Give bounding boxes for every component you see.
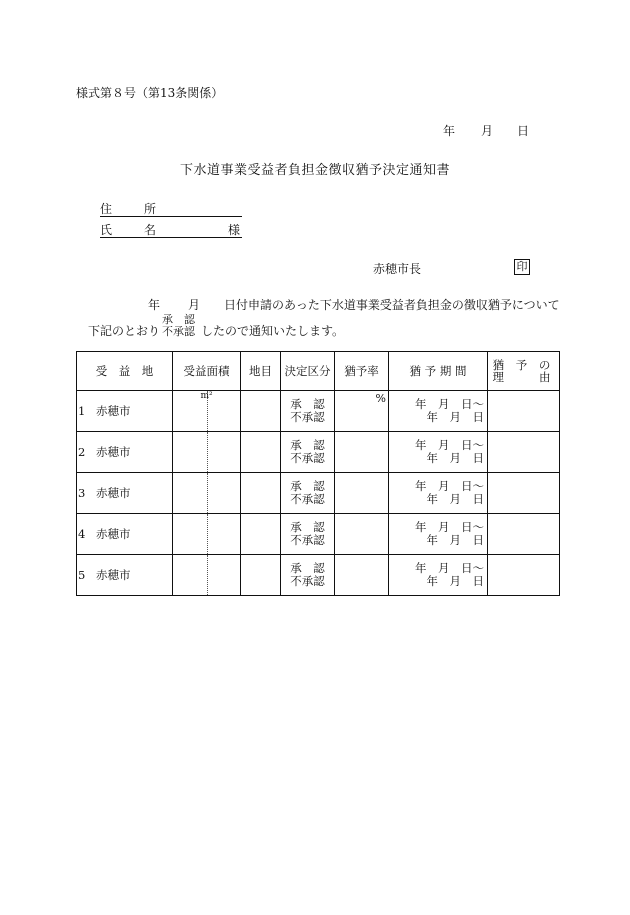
site-name: 赤穂市 xyxy=(96,568,131,582)
site-name: 赤穂市 xyxy=(96,527,131,541)
decision-approve: 承 認 xyxy=(290,397,325,411)
rate-cell[interactable] xyxy=(335,514,389,555)
site-cell xyxy=(77,514,173,555)
period-start: 年 月 日～ xyxy=(415,397,484,411)
decision-cell[interactable] xyxy=(281,473,335,514)
period-start: 年 月 日～ xyxy=(415,438,484,452)
body-line-2-suffix: したので通知いたします。 xyxy=(201,324,345,338)
header-reason xyxy=(488,352,560,391)
header-reason-line1: 猶 予 の xyxy=(492,358,555,372)
land-cell[interactable] xyxy=(241,473,281,514)
area-cell[interactable] xyxy=(173,391,241,432)
body-month: 月 xyxy=(188,298,201,312)
decision-cell[interactable] xyxy=(281,432,335,473)
table-row xyxy=(77,514,560,555)
table-row xyxy=(77,473,560,514)
header-reason-line2: 理 由 xyxy=(492,370,555,384)
date-day: 日 xyxy=(517,124,530,138)
area-cell[interactable] xyxy=(173,473,241,514)
table-row xyxy=(77,432,560,473)
period-cell[interactable] xyxy=(389,555,488,596)
body-year: 年 xyxy=(148,298,161,312)
decision-reject: 不承認 xyxy=(290,492,325,506)
period-cell[interactable] xyxy=(389,514,488,555)
land-cell[interactable] xyxy=(241,391,281,432)
name-field xyxy=(100,221,242,238)
period-end: 年 月 日 xyxy=(426,533,484,547)
header-rate: 猶予率 xyxy=(335,352,389,391)
row-index: 1 xyxy=(78,404,86,418)
address-field xyxy=(100,200,242,217)
decision-approve: 承 認 xyxy=(290,561,325,575)
header-land: 地目 xyxy=(241,352,281,391)
area-cell[interactable] xyxy=(173,432,241,473)
rate-cell[interactable] xyxy=(335,432,389,473)
form-number: 様式第８号（第13条関係） xyxy=(76,86,224,100)
period-end: 年 月 日 xyxy=(426,492,484,506)
address-label: 住 所 xyxy=(100,202,167,216)
table-header-row xyxy=(77,352,560,391)
reason-cell[interactable] xyxy=(488,432,560,473)
row-index: 2 xyxy=(78,445,86,459)
rate-cell[interactable] xyxy=(335,555,389,596)
decision-reject: 不承認 xyxy=(290,574,325,588)
period-end: 年 月 日 xyxy=(426,574,484,588)
choice-approve: 承 認 xyxy=(162,313,195,326)
period-end: 年 月 日 xyxy=(426,451,484,465)
deferral-table xyxy=(76,351,560,596)
decision-cell[interactable] xyxy=(281,514,335,555)
honorific: 様 xyxy=(227,223,240,237)
table-row xyxy=(77,555,560,596)
area-divider xyxy=(207,555,208,595)
decision-approve: 承 認 xyxy=(290,438,325,452)
period-cell[interactable] xyxy=(389,432,488,473)
site-name: 赤穂市 xyxy=(96,486,131,500)
area-divider xyxy=(207,432,208,472)
site-cell xyxy=(77,391,173,432)
decision-cell[interactable] xyxy=(281,391,335,432)
period-cell[interactable] xyxy=(389,391,488,432)
row-index: 3 xyxy=(78,486,86,500)
period-cell[interactable] xyxy=(389,473,488,514)
period-start: 年 月 日～ xyxy=(415,520,484,534)
rate-unit: % xyxy=(375,392,386,405)
row-index: 4 xyxy=(78,527,86,541)
area-cell[interactable] xyxy=(173,514,241,555)
site-name: 赤穂市 xyxy=(96,445,131,459)
body-text-1: 日付申請のあった下水道事業受益者負担金の徴収猶予について xyxy=(224,298,560,312)
rate-cell[interactable] xyxy=(335,391,389,432)
decision-reject: 不承認 xyxy=(290,410,325,424)
period-start: 年 月 日～ xyxy=(415,561,484,575)
area-unit: m² xyxy=(200,391,213,401)
approval-choice xyxy=(162,314,195,338)
name-label: 氏 名 xyxy=(100,223,167,237)
decision-cell[interactable] xyxy=(281,555,335,596)
header-area: 受益面積 xyxy=(173,352,241,391)
header-decision: 決定区分 xyxy=(281,352,335,391)
decision-reject: 不承認 xyxy=(290,451,325,465)
site-cell xyxy=(77,432,173,473)
decision-approve: 承 認 xyxy=(290,479,325,493)
land-cell[interactable] xyxy=(241,555,281,596)
document-title: 下水道事業受益者負担金徴収猶予決定通知書 xyxy=(179,163,450,178)
row-index: 5 xyxy=(78,568,86,582)
area-divider xyxy=(207,514,208,554)
choice-reject: 不承認 xyxy=(162,325,195,338)
table-row xyxy=(77,391,560,432)
site-cell xyxy=(77,473,173,514)
land-cell[interactable] xyxy=(241,432,281,473)
site-cell xyxy=(77,555,173,596)
reason-cell[interactable] xyxy=(488,473,560,514)
rate-cell[interactable] xyxy=(335,473,389,514)
reason-cell[interactable] xyxy=(488,555,560,596)
body-line-1 xyxy=(148,296,560,313)
reason-cell[interactable] xyxy=(488,514,560,555)
area-divider xyxy=(207,473,208,513)
date-year: 年 xyxy=(443,124,456,138)
issuer-title: 赤穂市長 xyxy=(373,262,422,276)
reason-cell[interactable] xyxy=(488,391,560,432)
header-site: 受 益 地 xyxy=(77,352,173,391)
header-period: 猶 予 期 間 xyxy=(389,352,488,391)
period-start: 年 月 日～ xyxy=(415,479,484,493)
site-name: 赤穂市 xyxy=(96,404,131,418)
decision-reject: 不承認 xyxy=(290,533,325,547)
period-end: 年 月 日 xyxy=(426,410,484,424)
seal-mark: 印 xyxy=(514,259,530,275)
body-line-2-prefix: 下記のとおり xyxy=(88,324,161,338)
decision-approve: 承 認 xyxy=(290,520,325,534)
area-cell[interactable] xyxy=(173,555,241,596)
land-cell[interactable] xyxy=(241,514,281,555)
date-line xyxy=(443,122,529,139)
date-month: 月 xyxy=(481,124,494,138)
